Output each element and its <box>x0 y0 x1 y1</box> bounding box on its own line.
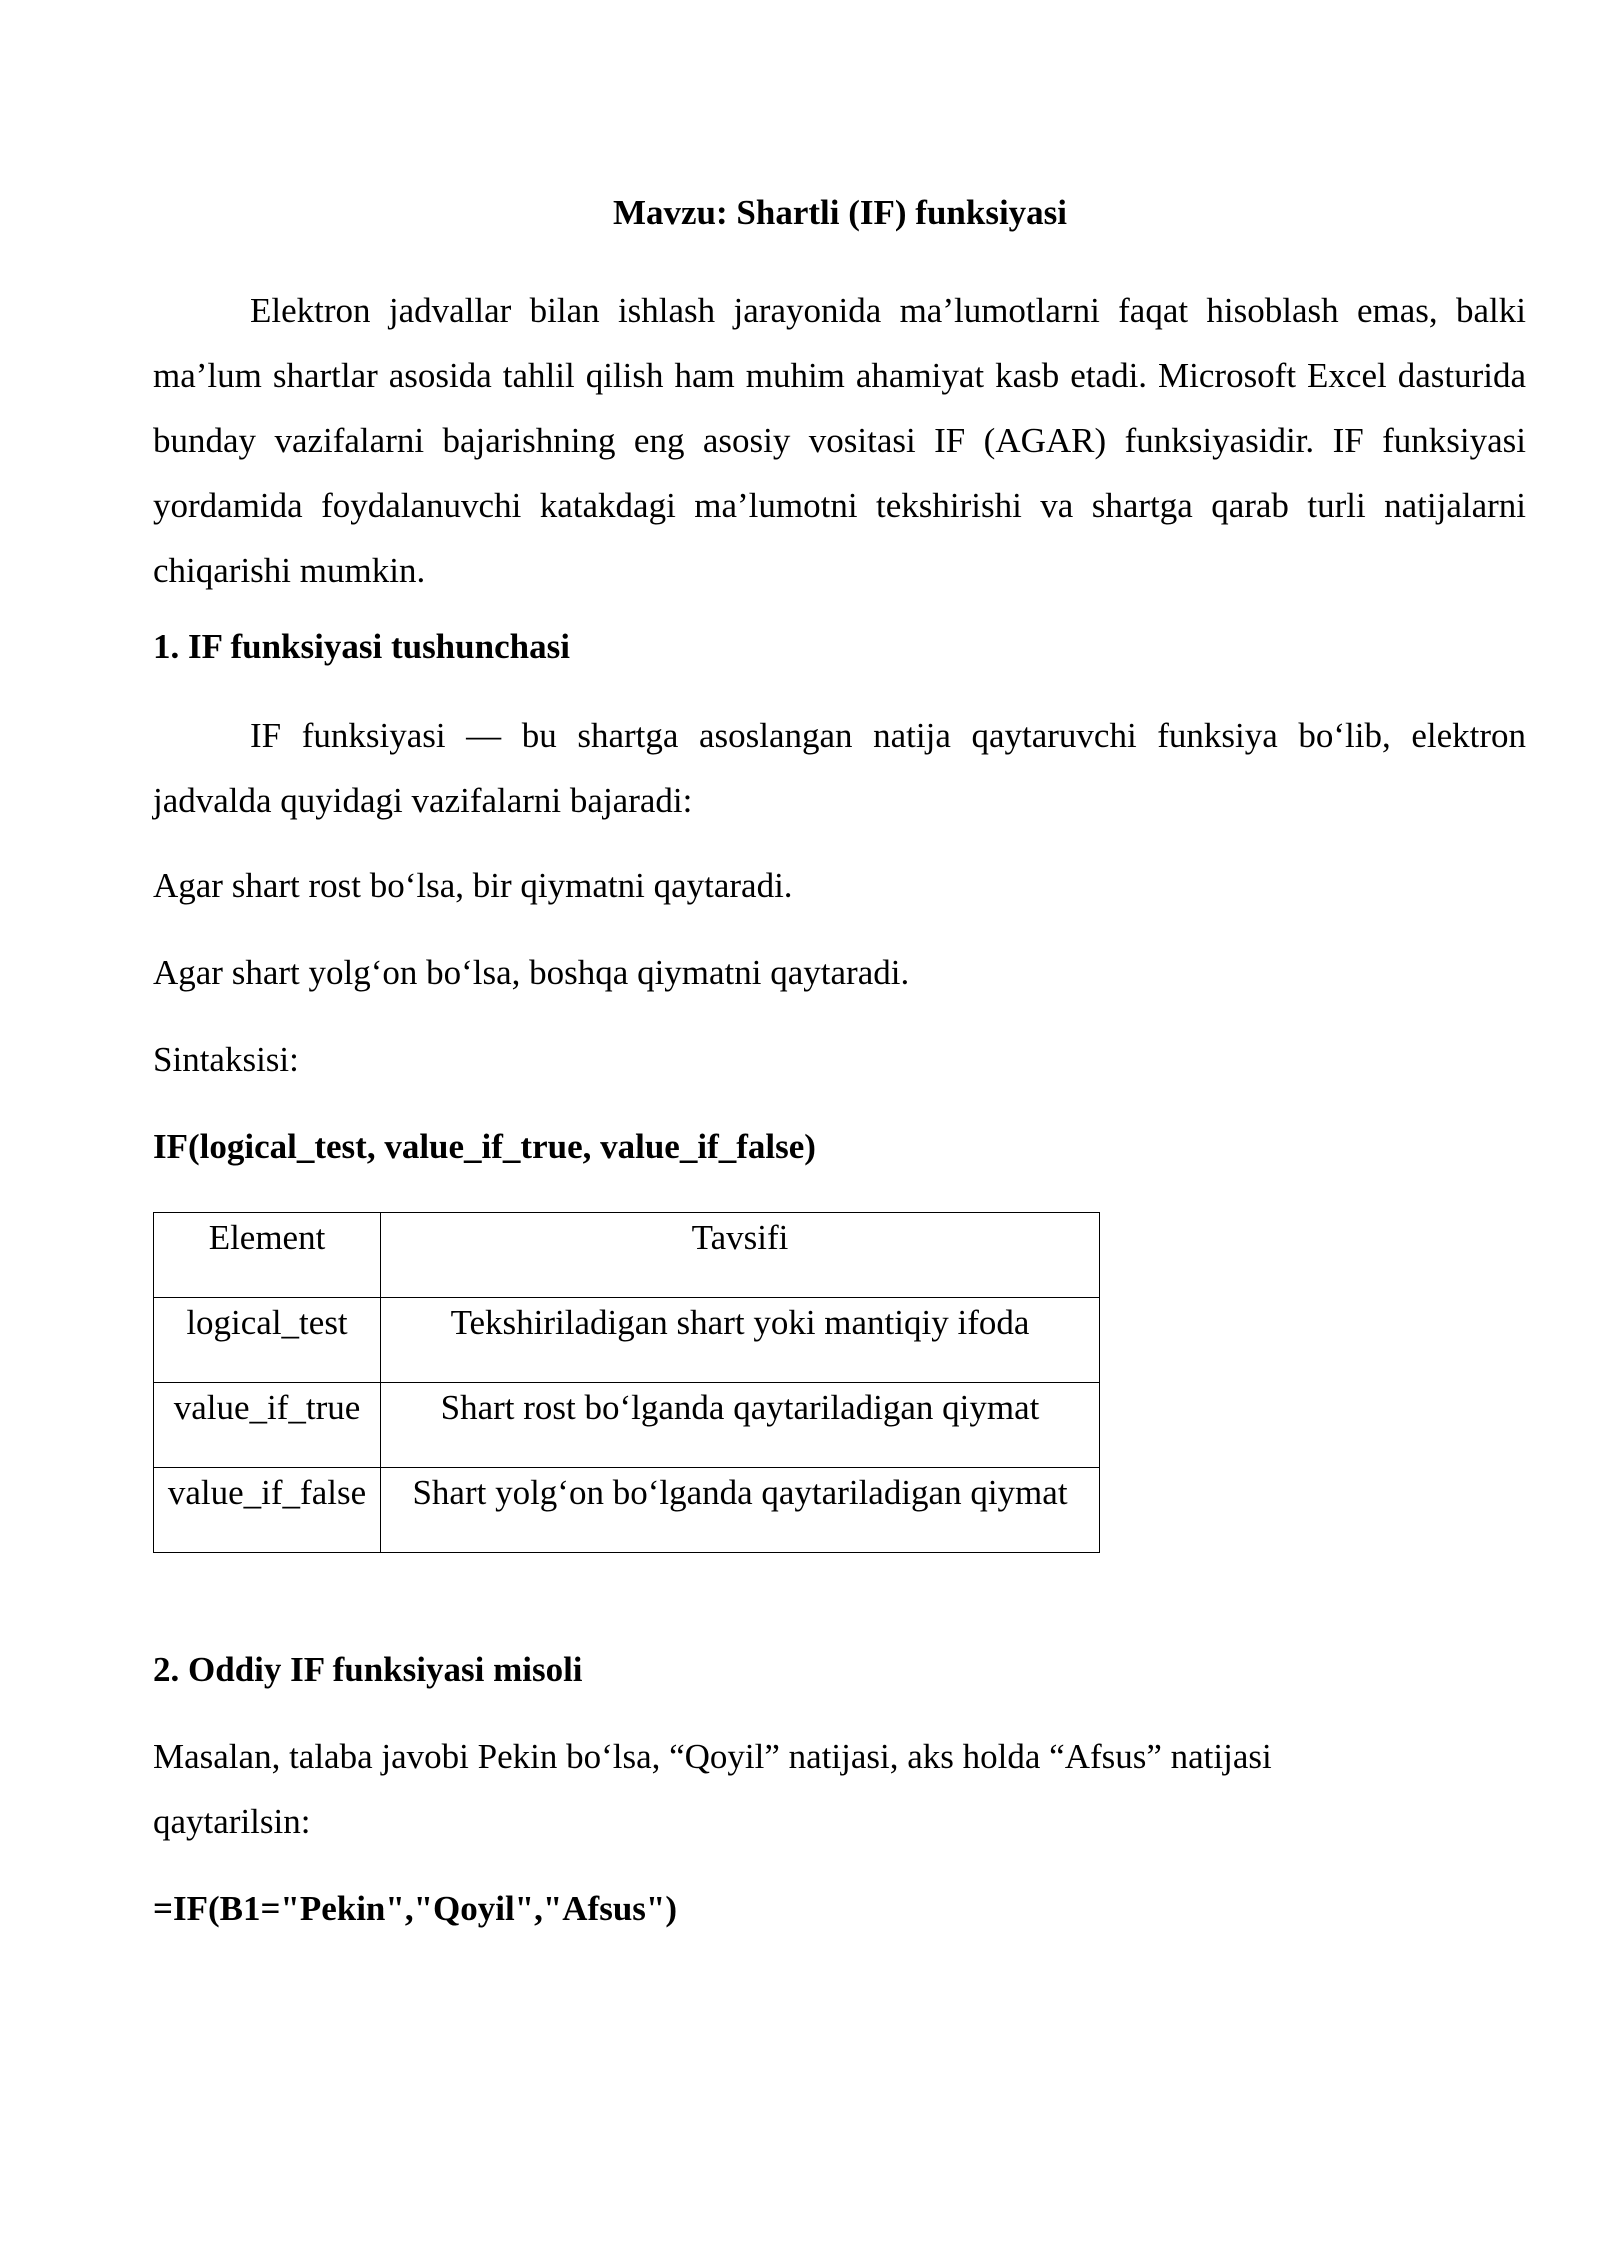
example-line-1 <box>153 1737 1272 1777</box>
table-cell: logical_test <box>154 1298 381 1383</box>
example-line-2 <box>153 1802 310 1842</box>
case-false-line: Agar shart yolg‘on bo‘lsa, boshqa qiymatni qaytaradi. <box>153 953 910 992</box>
syntax-formula: IF(logical_test, value_if_true, value_if_false) <box>153 1127 816 1166</box>
table-header-row <box>154 1213 1100 1298</box>
definition-paragraph <box>153 703 1526 833</box>
intro-text: Elektron jadvallar bilan ishlash jarayonida ma’lumotlarni faqat hisoblash emas, balki ma’lum shartlar asosida tahlil qilish ham muhim ahamiyat kasb etadi. Microsoft Excel dasturida bunday vazifalarni bajarishning eng asosiy vositasi IF (AGAR) funksiyasidir. IF funksiyasi yordamida foydalanuvchi katakdagi ma’lumotni tekshirishi va shartga qarab turli natijalarni chiqarishi mumkin. <box>153 291 1526 590</box>
example-text-part-1: Masalan, talaba javobi Pekin bo‘lsa, “Qoyil” natijasi, aks holda “Afsus” natijasi <box>153 1737 1272 1776</box>
table-cell: value_if_true <box>154 1383 381 1468</box>
section-2-heading: 2. Oddiy IF funksiyasi misoli <box>153 1650 583 1689</box>
case-true-line: Agar shart rost bo‘lsa, bir qiymatni qaytaradi. <box>153 866 793 905</box>
table-row <box>154 1383 1100 1468</box>
section-1-heading: 1. IF funksiyasi tushunchasi <box>153 627 570 666</box>
example-text-part-2: qaytarilsin: <box>153 1802 311 1841</box>
intro-paragraph <box>153 278 1526 603</box>
page-title: Mavzu: Shartli (IF) funksiyasi <box>612 193 1068 232</box>
table-cell: Shart yolg‘on bo‘lganda qaytariladigan qiymat <box>381 1468 1100 1553</box>
table-header-cell: Tavsifi <box>381 1213 1100 1298</box>
arguments-table <box>153 1212 1100 1553</box>
table-row <box>154 1468 1100 1553</box>
table-cell: Shart rost bo‘lganda qaytariladigan qiymat <box>381 1383 1100 1468</box>
table-row <box>154 1298 1100 1383</box>
table-cell: value_if_false <box>154 1468 381 1553</box>
definition-text: IF funksiyasi — bu shartga asoslangan natija qaytaruvchi funksiya bo‘lib, elektron jadvalda quyidagi vazifalarni bajaradi: <box>153 716 1526 820</box>
table-cell: Tekshiriladigan shart yoki mantiqiy ifoda <box>381 1298 1100 1383</box>
table-header-cell: Element <box>154 1213 381 1298</box>
example-formula: =IF(B1="Pekin","Qoyil","Afsus") <box>153 1889 678 1928</box>
syntax-label: Sintaksisi: <box>153 1040 299 1079</box>
